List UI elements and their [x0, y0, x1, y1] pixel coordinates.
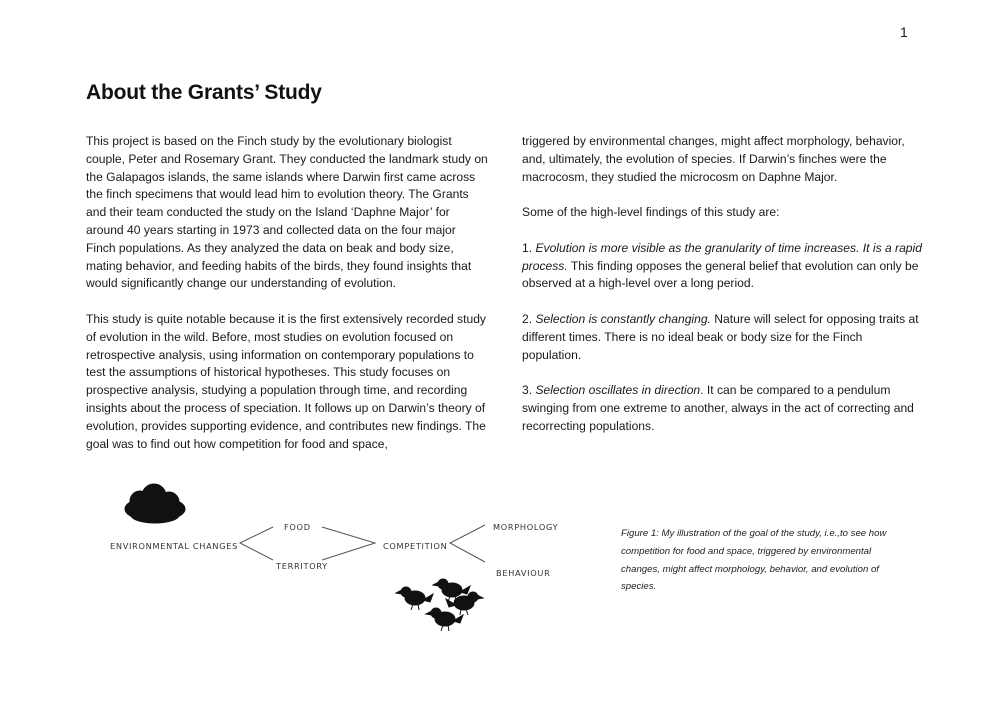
finch-icon — [426, 608, 463, 631]
finding-text: Nature will select for opposing traits at different times. There is no ideal beak or body size for the Finch population. — [522, 311, 919, 362]
label-behaviour: BEHAVIOUR — [496, 568, 551, 578]
finding-emphasis: Evolution is more visible as the granularity of time increases. It is a rapid process. — [522, 240, 922, 273]
left-column — [86, 133, 488, 471]
cloud-icon — [125, 484, 185, 523]
finding-emphasis: Selection is constantly changing. — [535, 311, 711, 326]
right-column — [522, 133, 924, 453]
label-morphology: MORPHOLOGY — [493, 522, 559, 532]
notability-paragraph: This study is quite notable because it is the first extensively recorded study of evolution in the wild. Before, most studies on evolution focused on retrospective analysis, using information on contemporary populations to test the assumptions of historical hypotheses. This study focuses on prospective analysis, studying a population through time, and recording insights about the process of speciation. It follows up on Darwin’s theory of evolution, provides supporting evidence, and contributes new findings. The goal was to find out how competition for food and space, — [86, 311, 486, 451]
finding-number: 3. — [522, 383, 536, 398]
finding-number: 1. — [522, 240, 536, 255]
finding-2 — [522, 311, 924, 364]
finding-3 — [522, 382, 924, 435]
finch-icon — [396, 587, 433, 610]
findings-intro: Some of the high-level findings of this study are: — [522, 205, 780, 220]
intro-paragraph: This project is based on the Finch study by the evolutionary biologist couple, Peter and Rosemary Grant. They conducted the landmark study on the Galapagos islands, the same islands where Darwin first came across the finch specimens that would lead him to evolution theory. The Grants and their team conducted the study on the Island ‘Daphne Major’ for around 40 years starting in 1973 and collected data on the four major Finch populations. As they analyzed the data on beak and body size, mating behavior, and feeding habits of the birds, they found insights that would significantly change our understanding of evolution. — [86, 134, 488, 291]
page-number: 1 — [900, 24, 908, 40]
label-competition: COMPETITION — [383, 541, 448, 551]
page-title: About the Grants’ Study — [86, 81, 322, 104]
finding-text: This finding opposes the general belief that evolution can only be observed at a high-level over a long period. — [522, 258, 919, 291]
label-environmental-changes: ENVIRONMENTAL CHANGES — [110, 541, 239, 551]
finding-1 — [522, 240, 924, 293]
label-food: FOOD — [284, 522, 311, 532]
connector-lines — [240, 525, 485, 562]
finding-text: . It can be compared to a pendulum swinging from one extreme to another, always in the act of correcting and recorrecting populations. — [522, 383, 914, 433]
study-goal-diagram — [100, 480, 570, 650]
continuation-paragraph: triggered by environmental changes, might affect morphology, behavior, and, ultimately, the evolution of species. If Darwin’s finches were the macrocosm, they studied the microcosm on Daphne Major. — [522, 134, 905, 184]
finding-number: 2. — [522, 311, 536, 326]
finding-emphasis: Selection oscillates in direction — [535, 383, 701, 398]
label-territory: TERRITORY — [276, 561, 328, 571]
figure-caption: Figure 1: My illustration of the goal of the study, i.e.,to see how competition for food and space, triggered by environmental changes, might affect morphology, behavior, and evolution of species. — [621, 528, 887, 593]
